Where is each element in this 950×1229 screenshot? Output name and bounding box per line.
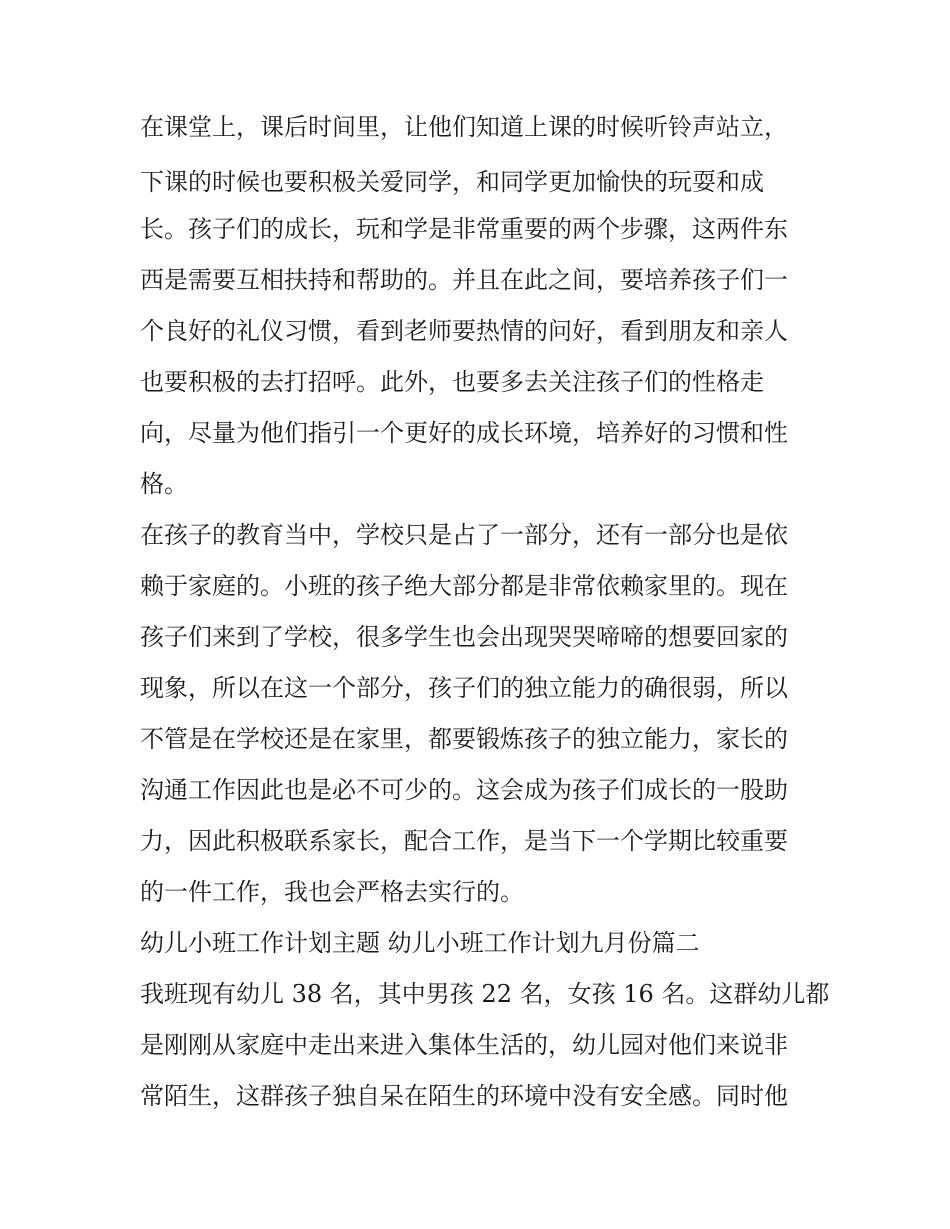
text-line: 向，尽量为他们指引一个更好的成长环境，培养好的习惯和性: [140, 419, 788, 447]
text-line: 沟通工作因此也是必不可少的。这会成为孩子们成长的一股助: [140, 776, 788, 804]
text-line: 现象，所以在这一个部分，孩子们的独立能力的确很弱，所以: [140, 674, 788, 702]
text-line: 个良好的礼仪习惯，看到老师要热情的问好，看到朋友和亲人: [140, 317, 788, 345]
text-line: 力，因此积极联系家长，配合工作，是当下一个学期比较重要: [140, 827, 788, 855]
text-line: 我班现有幼儿 38 名，其中男孩 22 名，女孩 16 名。这群幼儿都: [140, 980, 830, 1008]
section-heading: 幼儿小班工作计划主题 幼儿小班工作计划九月份篇二: [140, 929, 700, 957]
text-line: 西是需要互相扶持和帮助的。并且在此之间，要培养孩子们一: [140, 266, 788, 294]
text-line: 常陌生，这群孩子独自呆在陌生的环境中没有安全感。同时他: [140, 1082, 788, 1110]
text-line: 格。: [140, 470, 188, 498]
text-line: 是刚刚从家庭中走出来进入集体生活的，幼儿园对他们来说非: [140, 1031, 788, 1059]
text-line: 下课的时候也要积极关爱同学，和同学更加愉快的玩耍和成: [140, 168, 764, 196]
text-line: 的一件工作，我也会严格去实行的。: [140, 878, 524, 906]
text-line: 在孩子的教育当中，学校只是占了一部分，还有一部分也是依: [140, 521, 788, 549]
text-line: 不管是在学校还是在家里，都要锻炼孩子的独立能力，家长的: [140, 725, 788, 753]
text-line: 在课堂上，课后时间里，让他们知道上课的时候听铃声站立，: [140, 113, 788, 141]
text-line: 也要积极的去打招呼。此外，也要多去关注孩子们的性格走: [140, 368, 764, 396]
text-line: 长。孩子们的成长，玩和学是非常重要的两个步骤，这两件东: [140, 215, 788, 243]
text-line: 孩子们来到了学校，很多学生也会出现哭哭啼啼的想要回家的: [140, 623, 788, 651]
text-line: 赖于家庭的。小班的孩子绝大部分都是非常依赖家里的。现在: [140, 572, 788, 600]
